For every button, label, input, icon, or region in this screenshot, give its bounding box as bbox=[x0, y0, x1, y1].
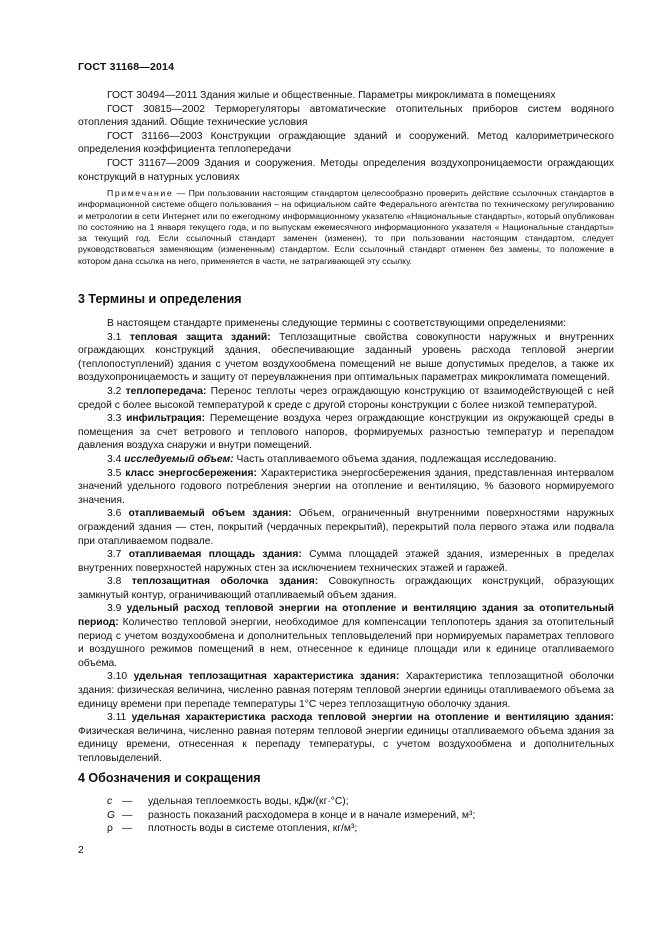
symbol-definition: плотность воды в системе отопления, кг/м³; bbox=[148, 823, 358, 835]
symbol-row: G — разность показаний расходомера в конце и в начале измерений, м³; bbox=[107, 809, 476, 821]
term-name: удельный расход тепловой энергии на отопление и вентиляцию здания за отопительный период: bbox=[78, 603, 614, 629]
term-definition: 3.1 тепловая защита зданий: Теплозащитные свойства совокупности наружных и внутренних ограждающих конструкций здания, обеспечивающие заданный уровень расхода тепловой энергии (теплопоступлений) здания с учетом воздухообмена помещений не выше допустимых пределов, а также их воздухопроницаемость и защиту от переувлажнения при оптимальных параметрах микроклимата помещений. bbox=[78, 331, 614, 384]
term-name: удельная характеристика расхода тепловой энергии на отопление и вентиляцию здания: bbox=[131, 712, 614, 724]
symbol-row: c — удельная теплоемкость воды, кДж/(кг·°С); bbox=[107, 796, 349, 807]
term-name: класс энергосбережения: bbox=[125, 467, 257, 479]
term-name: инфильтрация: bbox=[126, 413, 206, 425]
term-definition: 3.7 отапливаемая площадь здания: Сумма площадей этажей здания, измеренных в пределах внутренних поверхностей наружных стен за исключением технических этажей и гаражей. bbox=[78, 549, 614, 574]
symbol: ρ bbox=[107, 823, 113, 835]
symbol-definition: разность показаний расходомера в конце и в начале измерений, м³; bbox=[148, 809, 476, 821]
term-definition: 3.9 удельный расход тепловой энергии на отопление и вентиляцию здания за отопительный период: Количество тепловой энергии, необходимое для компенсации теплопотерь здания за отопительный период с учетом воздухообмена и дополнительных тепловыделений при нормируемых параметрах теплового и воздушного режимов помещений в нем, отнесенное к единице площади или к единице отапливаемого объема. bbox=[78, 603, 614, 669]
note-block bbox=[78, 188, 614, 267]
symbol: G bbox=[107, 809, 116, 821]
term-definition: 3.8 теплозащитная оболочка здания: Совокупность ограждающих конструкций, образующих замкнутый контур, ограничивающий отапливаемый объем здания. bbox=[78, 576, 614, 601]
section-3 bbox=[78, 292, 614, 766]
references-list bbox=[78, 89, 614, 184]
symbol: c bbox=[107, 796, 113, 807]
term-definition: 3.6 отапливаемый объем здания: Объем, ограниченный внутренними поверхностями наружных ограждений здания — стен, покрытий (чердачных перекрытий), перекрытий пола первого этажа или подвала при отапливаемом подвале. bbox=[78, 508, 614, 547]
section-4-title: 4 Обозначения и сокращения bbox=[78, 771, 261, 785]
term-definition: 3.11 удельная характеристика расхода тепловой энергии на отопление и вентиляцию здания: Физическая величина, численно равная потерям тепловой энергии единицы отапливаемого объема здания за единицу времени, отнесенная к перепаду температуры, с учетом воздухообмена и дополнительных тепловыделений. bbox=[78, 712, 614, 764]
note-paragraph bbox=[78, 188, 614, 267]
term-name: отапливаемый объем здания: bbox=[128, 508, 292, 520]
term-name: отапливаемая площадь здания: bbox=[128, 549, 302, 561]
term-name: удельная теплозащитная характеристика здания: bbox=[133, 671, 400, 683]
term-definition: 3.4 исследуемый объем: Часть отапливаемого объема здания, подлежащая исследованию. bbox=[107, 453, 557, 465]
reference-item: ГОСТ 30815—2002 Терморегуляторы автоматические отопительных приборов систем водяного отопления зданий. Общие технические условия bbox=[78, 103, 614, 129]
note-text: — При пользовании настоящим стандартом целесообразно проверить действие ссылочных стандартов в информационной системе общего пользования – на официальном сайте Федерального агентства по техническому регулированию и метрологии в сети Интернет или по ежегодному информационному указателю «Национальные стандарты», который опубликован по состоянию на 1 января текущего года, и по выпускам ежемесячного информационного указателя « Национальные стандарты» за текущий год. Если ссылочный стандарт заменен (изменен), то при пользовании настоящим стандартом, следует руководствоваться заменяющим (измененным) стандартом. Если ссылочный стандарт отменен без замены, то положение в котором дана ссылка на него, применяется в части, не затрагивающей эту ссылку. bbox=[78, 188, 614, 266]
term-definition: 3.2 теплопередача: Перенос теплоты через ограждающую конструкцию от взаимодействующей с ней средой с более высокой температурой к среде с другой стороны конструкции с более низкой температурой. bbox=[78, 385, 614, 411]
page-number: 2 bbox=[78, 845, 84, 856]
reference-item: ГОСТ 31166—2003 Конструкции ограждающие зданий и сооружений. Метод калориметрического определения коэффициента теплопередачи bbox=[78, 130, 614, 156]
term-name: теплопередача: bbox=[125, 385, 207, 397]
symbol-row: ρ — плотность воды в системе отопления, кг/м³; bbox=[107, 823, 358, 835]
term-definition: 3.10 удельная теплозащитная характеристика здания: Характеристика теплозащитной оболочки здания: физическая величина, численно равная потерям тепловой энергии единицы отапливаемого объема за единицу времени при перепаде температуры 1°С через теплозащитную оболочку здания. bbox=[78, 671, 614, 710]
term-name: теплозащитная оболочка здания: bbox=[131, 576, 319, 588]
section-4 bbox=[78, 771, 614, 836]
symbol-definition: удельная теплоемкость воды, кДж/(кг·°С); bbox=[148, 796, 349, 807]
section-3-title: 3 Термины и определения bbox=[78, 292, 242, 306]
reference-item: ГОСТ 31167—2009 Здания и сооружения. Методы определения воздухопроницаемости ограждающих конструкций в натурных условиях bbox=[78, 157, 614, 183]
section-3-intro: В настоящем стандарте применены следующие термины с соответствующими определениями: bbox=[107, 318, 567, 329]
term-definition: 3.5 класс энергосбережения: Характеристика энергосбережения здания, представленная интервалом значений удельного годового потребления энергии на отопление и вентиляцию, % базового нормируемого значения. bbox=[78, 467, 614, 506]
term-name: исследуемый объем: bbox=[124, 453, 234, 465]
document-header: ГОСТ 31168—2014 bbox=[78, 61, 175, 73]
note-label: Примечание bbox=[107, 188, 174, 198]
term-definition: 3.3 инфильтрация: Перемещение воздуха через ограждающие конструкции из окружающей среды в помещения за счет ветрового и теплового напоров, формируемых разностью температур и перепадом давления воздуха снаружи и внутри помещений. bbox=[78, 413, 614, 452]
reference-item: ГОСТ 30494—2011 Здания жилые и общественные. Параметры микроклимата в помещениях bbox=[107, 90, 556, 101]
term-name: тепловая защита зданий: bbox=[129, 331, 271, 343]
